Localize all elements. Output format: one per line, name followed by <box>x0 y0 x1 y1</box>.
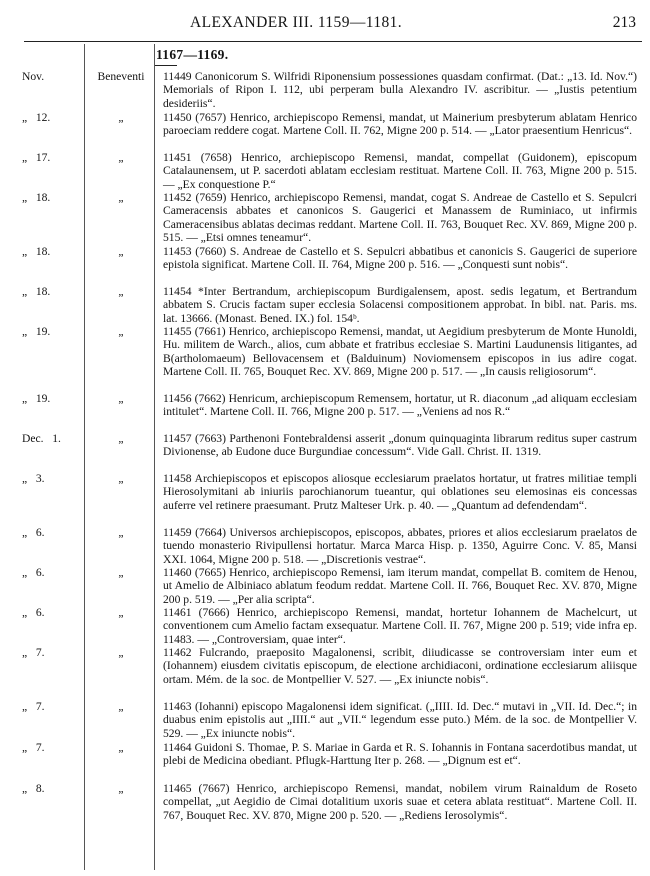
entry-text: 11459 (7664) Universos archiepiscopos, episcopos, abbates, priores et alios ecclesiarum praelatos de tuendo monasterio Rivipullensi hortatur. Marca Marca Hisp. p. 1350, Aguirre Conc. V. 85, Mansi XXI. 1064, Migne 200 p. 518. — „Discretionis vestrae“. <box>163 526 637 566</box>
entry-date: „ 18. <box>22 191 51 204</box>
entry-date: „ 7. <box>22 741 45 754</box>
entry-place: „ <box>118 191 124 204</box>
entry-date: „ 7. <box>22 700 45 713</box>
entry-place: „ <box>118 700 124 713</box>
entry-text: 11454 *Inter Bertrandum, archiepiscopum Burdigalensem, apost. sedis legatum, et Bertrandum abbatem S. Crucis factam super ecclesia Solacensi compositionem approbat. In bibl. nat. Paris. ms. lat. 13666. (Monast. Bened. IX.) fol. 154ᵇ. <box>163 285 637 325</box>
entry-text: 11457 (7663) Parthenoni Fontebraldensi asserit „donum quinquaginta librarum reditus super castrum Divionense, ab Eudone duce Burgundiae concessum“. Vide Gall. Christ. II. 1319. <box>163 432 637 459</box>
section-rule <box>155 65 177 66</box>
entry-date: „ 17. <box>22 151 51 164</box>
entry-place: „ <box>118 151 124 164</box>
entry-place: „ <box>118 245 124 258</box>
entry-date: „ 3. <box>22 472 45 485</box>
entry-date: Dec. 1. <box>22 432 61 445</box>
entry-text: 11465 (7667) Henrico, archiepiscopo Remensi, mandat, nobilem virum Rainaldum de Roseto compellat, „ut Aegidio de Cimai dotalitium uxoris suae et cetera ablata restituat“. Martene Coll. II. 767, Bouquet Rec. XV. 870, Migne 200 p. 520. — „Rediens Ierosolymis“. <box>163 782 637 822</box>
entry-place: „ <box>118 432 124 445</box>
entry-text: 11455 (7661) Henrico, archiepiscopo Remensi, mandat, ut Aegidium presbyterum de Monte Hunoldi, Hu. militem de Warch., alios, cum abbate et fratribus ecclesiae S. Martini Laudunensis litigantes, ad B(artholomaeum) Bellovacensem et (Balduinum) Noviomensem episcopos in ius adire cogat. Martene Coll. II. 765, Bouquet Rec. XV. 869, Migne 200 p. 517. — „In causis religiosorum“. <box>163 325 637 379</box>
entry-text: 11462 Fulcrando, praeposito Magalonensi, scribit, diiudicasse se controversiam inter eum et (Iohannem) eiusdem civitatis episcopum, de electione archidiaconi, ordinatione ecclesiarum aliisque ortam. Mém. de la soc. de Montpellier V. 527. — „Ex iniuncte nobis“. <box>163 646 637 686</box>
entry-date: „ 12. <box>22 111 51 124</box>
entry-place: „ <box>118 526 124 539</box>
entry-date: „ 6. <box>22 566 45 579</box>
entry-text: 11450 (7657) Henrico, archiepiscopo Remensi, mandat, ut Mainerium presbyterum ablatam Henrico paroeciam reddere cogat. Martene Coll. II. 762, Migne 200 p. 514. — „Lator praesentium Henricus“. <box>163 111 637 138</box>
entry-text: 11464 Guidoni S. Thomae, P. S. Mariae in Garda et R. S. Iohannis in Fontana sacerdotibus mandat, ut plebi de Medicina obediant. Pflugk-Harttung Iter p. 268. — „Dignum est et“. <box>163 741 637 768</box>
entry-place: „ <box>118 606 124 619</box>
entry-place: „ <box>118 566 124 579</box>
running-header <box>0 14 650 40</box>
entry-date: „ 7. <box>22 646 45 659</box>
entry-text: 11461 (7666) Henrico, archiepiscopo Remensi, mandat, hortetur Iohannem de Machelcurt, ut conventionem cum Amelio factam exsequatur. Martene Coll. II. 767, Migne 200 p. 519; vide infra ep. 11483. — „Controversiam, quae inter“. <box>163 606 637 646</box>
entry-date: „ 19. <box>22 392 51 405</box>
entry-date: Nov. <box>22 70 45 83</box>
entry-place: „ <box>118 782 124 795</box>
entry-text: 11460 (7665) Henrico, archiepiscopo Remensi, iam iterum mandat, compellat B. comitem de Henou, ut Amelio de Albiniaco ablatum feodum reddat. Martene Coll. II. 766, Bouquet Rec. XV. 870, Migne 200 p. 519. — „Per alia scripta“. <box>163 566 637 606</box>
place-column-divider <box>154 44 155 870</box>
entry-place: Beneventi <box>97 70 145 83</box>
entry-text: 11451 (7658) Henrico, archiepiscopo Remensi, mandat, compellat (Guidonem), episcopum Catalaunensem, ut P. sacerdoti ablatam ecclesiam restituat. Martene Coll. II. 763, Migne 200 p. 515. — „Ex conquestione P.“ <box>163 151 637 191</box>
entry-date: „ 8. <box>22 782 45 795</box>
entry-place: „ <box>118 741 124 754</box>
date-column-divider <box>84 44 85 870</box>
entry-place: „ <box>118 111 124 124</box>
entry-text: 11453 (7660) S. Andreae de Castello et S. Sepulcri abbatibus et canonicis S. Gaugerici de superiore epistola significat. Martene Coll. II. 764, Migne 200 p. 516. — „Conquesti sunt nobis“. <box>163 245 637 272</box>
entry-date: „ 18. <box>22 285 51 298</box>
entry-place: „ <box>118 285 124 298</box>
entry-text: 11452 (7659) Henrico, archiepiscopo Remensi, mandat, cogat S. Andreae de Castello et S. Sepulcri Cameracensis abbates et canonicos S. Gaugerici et Manassem de Ruminiaco, ut infirmis Cameracensibus ablatas decimas reddant. Martene Coll. II. 763, Bouquet Rec. XV. 869, Migne 200 p. 515. — „Etsi omnes teneamur“. <box>163 191 637 245</box>
running-title: ALEXANDER III. 1159—1181. <box>190 14 403 31</box>
entry-date: „ 18. <box>22 245 51 258</box>
entry-date: „ 6. <box>22 526 45 539</box>
entry-place: „ <box>118 325 124 338</box>
entry-place: „ <box>118 472 124 485</box>
entry-date: „ 6. <box>22 606 45 619</box>
entry-text: 11449 Canonicorum S. Wilfridi Riponensium possessiones quasdam confirmat. (Dat.: „13. Id. Nov.“) Memorials of Ripon I. 112, ubi perperam bulla Alexandro IV. ascribitur. — „Iustis petentium desideriis“. <box>163 70 637 110</box>
entry-place: „ <box>118 392 124 405</box>
entry-text: 11458 Archiepiscopos et episcopos aliosque ecclesiarum praelatos hortatur, ut fratres militiae templi Hierosolymitani ab iniuriis parochianorum tueantur, qui oblationes seu elemosinas eis concessas auferre vel retinere praesumant. Prutz Malteser Urk. p. 40. — „Quantum ad defendendam“. <box>163 472 637 512</box>
section-heading: 1167—1169. <box>156 47 229 62</box>
entry-text: 11463 (Iohanni) episcopo Magalonensi idem significat. („IIII. Id. Dec.“ mutavi in „VII. Id. Dec.“; in duabus enim epistolis aut „IIII.“ aut „VII.“ legendum esse puto.) Mém. de la soc. de Montpellier V. 529. — „Ex iniuncte nobis“. <box>163 700 637 740</box>
page-number: 213 <box>612 14 636 31</box>
entry-place: „ <box>118 646 124 659</box>
header-rule <box>24 41 642 42</box>
entry-text: 11456 (7662) Henricum, archiepiscopum Remensem, hortatur, ut R. diaconum „ad aliquam ecclesiam intitulet“. Martene Coll. II. 766, Migne 200 p. 517. — „Veniens ad nos R.“ <box>163 392 637 419</box>
entry-date: „ 19. <box>22 325 51 338</box>
